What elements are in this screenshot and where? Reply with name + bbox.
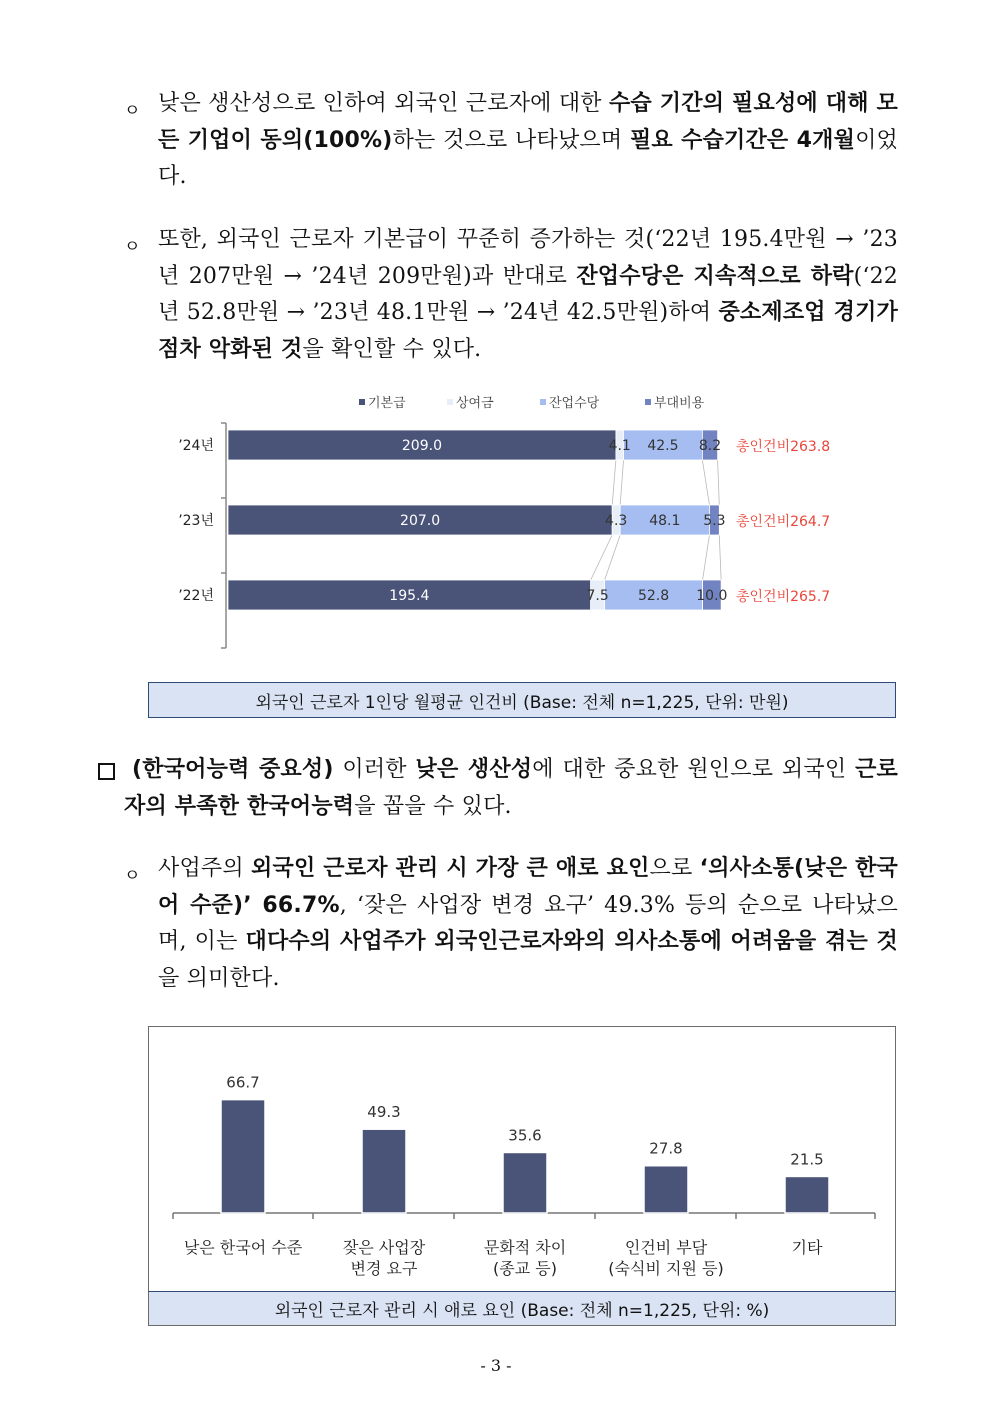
series-connector [703,535,710,580]
legend-label: 기본급 [368,396,406,411]
text: 사업주의 [158,856,252,881]
data-label: 10.0 [696,588,728,604]
text: 이었다. [158,127,898,189]
bullet-marker: ㅇ [124,101,141,121]
series-connector [591,535,613,580]
data-label: 195.4 [389,588,430,604]
bar [503,1152,547,1213]
text: , ‘잦은 사업장 변경 요구’ 49.3% 등의 순으로 나타났으며, 이는 [158,892,899,954]
bar [362,1129,406,1213]
total-label: 총인건비265.7 [736,589,831,605]
section-heading: (한국어능력 중요성) [132,757,334,782]
text: 을 의미한다. [158,965,280,991]
data-label: 209.0 [401,438,442,454]
text: 낮은 생산성으로 인하여 외국인 근로자에 대한 [158,91,609,116]
labor-cost-stacked-bar-chart [148,385,896,670]
category-label: ’22년 [178,588,214,604]
data-label: 4.3 [605,513,628,529]
section-square-marker [98,763,115,780]
chart1-caption [148,682,896,718]
category-label: 인건비 부담 [624,1238,708,1257]
total-label: 총인건비263.8 [736,439,831,455]
emphasis: 근로자의 부족한 한국어능력 [124,757,898,819]
caption-text: 외국인 근로자 1인당 월평균 인건비 (Base: 전체 n=1,225, 단위: 만원) [255,692,789,713]
data-label: 48.1 [649,513,681,529]
data-label: 35.6 [508,1126,542,1145]
difficulty-factors-bar-chart [149,1027,895,1292]
bar [644,1166,688,1213]
data-label: 8.2 [698,438,722,454]
paragraph-wage-trend [158,222,898,368]
legend-label: 부대비용 [654,396,705,411]
legend-swatch [359,399,365,405]
data-label: 5.3 [703,513,726,529]
category-label: 변경 요구 [350,1259,418,1278]
chart2-caption [148,1291,896,1326]
text: 을 확인할 수 있다. [302,336,482,362]
text: 또한, 외국인 근로자 기본급이 꾸준히 증가하는 것(‘22년 195.4만원 → ’23년 207만원 → ’24년 209만원)과 반대로 [158,227,898,289]
caption-text: 외국인 근로자 관리 시 애로 요인 (Base: 전체 n=1,225, 단위: %) [274,1301,770,1321]
paragraph-management-difficulty [158,851,898,997]
paragraph-training-period [158,86,898,196]
legend-swatch [645,399,651,405]
series-connector [605,535,621,580]
section-korean-ability [124,752,898,825]
bar [785,1176,829,1213]
series-connector [719,535,721,580]
category-label: 문화적 차이 [483,1238,567,1257]
text: 을 꼽을 수 있다. [354,793,512,819]
page-number: - 3 - [480,1356,512,1375]
data-label: 7.5 [586,588,609,604]
emphasis: 대다수의 사업주가 외국인근로자와의 의사소통에 어려움을 겪는 것 [245,929,898,954]
category-label: 잦은 사업장 [342,1238,426,1257]
series-connector [702,460,709,505]
data-label: 207.0 [400,513,441,529]
data-label: 21.5 [790,1150,824,1169]
emphasis: 외국인 근로자 관리 시 가장 큰 애로 요인 [251,856,650,881]
data-label: 4.1 [608,438,631,454]
text: (‘22년 52.8만원 → ’23년 48.1만원 → ’24년 42.5만원)하여 [158,263,898,325]
category-label: ’23년 [178,513,214,529]
chart2-frame [148,1026,896,1292]
emphasis: ‘의사소통(낮은 한국어 수준)’ 66.7% [158,856,898,918]
series-connector [612,460,616,505]
data-label: 49.3 [367,1103,401,1122]
data-label: 66.7 [226,1073,260,1092]
category-label: 낮은 한국어 수준 [183,1238,303,1257]
category-label: ’24년 [178,438,214,454]
emphasis: 수습 기간의 필요성에 대해 모든 기업이 동의(100%) [158,91,898,153]
legend-swatch [447,399,453,405]
series-connector [718,460,720,505]
emphasis: 필요 수습기간은 4개월 [629,127,856,153]
category-label: (숙식비 지원 등) [608,1259,724,1278]
emphasis: 낮은 생산성 [415,757,533,782]
legend-label: 상여금 [456,396,494,411]
category-label: 기타 [791,1238,823,1257]
legend-swatch [540,399,546,405]
legend-label: 잔업수당 [549,396,600,411]
data-label: 42.5 [647,438,679,454]
bar [221,1100,265,1213]
text: 에 대한 중요한 원인으로 외국인 [532,757,856,782]
text: 이러한 [333,757,416,782]
emphasis: 잔업수당은 지속적으로 하락 [576,263,854,289]
text: 으로 [649,856,700,881]
data-label: 52.8 [637,588,670,604]
total-label: 총인건비264.7 [736,514,831,530]
bullet-marker: ㅇ [124,237,141,257]
bullet-marker: ㅇ [124,866,141,886]
data-label: 27.8 [649,1139,683,1158]
series-connector [620,460,623,505]
category-label: (종교 등) [493,1259,557,1278]
emphasis: 중소제조업 경기가 점차 악화된 것 [158,300,898,362]
text: 하는 것으로 나타났으며 [392,127,630,153]
